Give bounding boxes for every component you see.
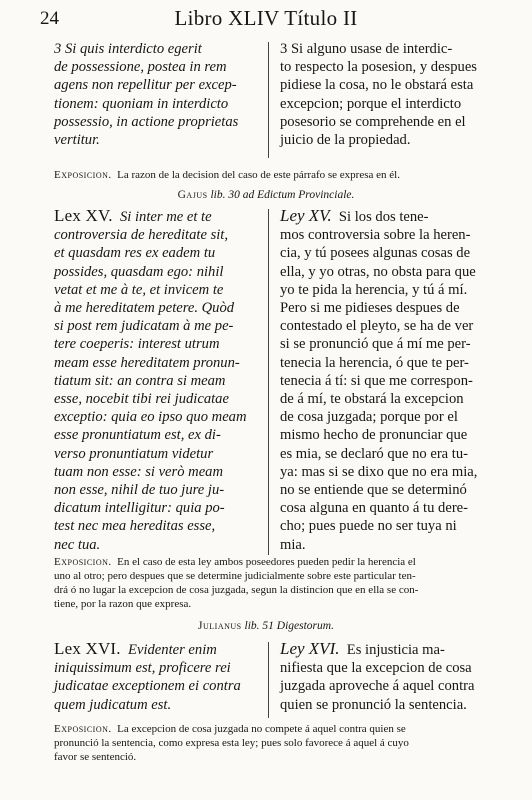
text-line: tenecia la herencia, ó que te per- [280,354,469,371]
text-line: tenecia á tí: si que me correspon- [280,372,473,389]
text-line: Pero si me pidieses despues de [280,300,460,317]
latin-column [54,40,260,149]
text-line: verso pronuntiatum videtur [54,445,214,462]
text-line: quem judicatum est. [54,696,172,713]
exposicion-note [54,168,504,182]
text-line: ya: mas si se dixo que no era mia, [280,463,478,480]
text-line: Evidenter enim [128,642,217,658]
exposicion-note [54,555,504,611]
text-line: esse pronuntiatum est, ex di- [54,427,221,444]
text-line: controversia de hereditate sit, [54,227,229,244]
text-line: to respecto la posesion, y despues [280,59,477,76]
column-divider [268,42,269,158]
text-line: excepcion; porque el interdicto [280,95,462,112]
text-line: et quasdam res ex eadem tu [54,245,216,262]
column-divider [268,642,269,718]
text-line: à me hereditatem petere. Quòd [54,300,235,317]
text-line: si se pronunció que á mí me per- [280,336,471,353]
text-line: yo te pida la herencia, y tú á mí. [280,281,468,298]
source-reference [0,189,532,201]
text-line: pidiese la cosa, no le obstará esta [280,77,474,94]
exposicion-text: pronunció la sentencia, como expresa esta ley; pues solo favorece á aquel á cuyo [54,737,409,749]
text-line: iniquissimum est, proficere rei [54,660,231,677]
page-number: 24 [40,8,59,29]
text-line: vertitur. [54,132,100,149]
text-line: possessio, in actione proprietas [54,113,239,130]
exposicion-text: En el caso de esta ley ambos poseedores pueden pedir la herencia el [117,556,416,568]
text-line: contestado el pleyto, se ha de ver [280,318,474,335]
text-line: de cosa juzgada; porque por el [280,409,458,426]
exposicion-label: Exposicion. [54,169,112,181]
text-line: non esse, nihil de tuo jure ju- [54,482,225,499]
text-line: mismo hecho de pronunciar que [280,427,468,444]
text-line: cia, y tú posees algunas cosas de [280,245,471,262]
exposicion-text: tiene, por la razon que expresa. [54,598,192,610]
exposicion-text: drá ó no lugar la excepcion de cosa juzgada, segun la distincion que en ella se con- [54,584,419,596]
exposicion-text: favor se sentenció. [54,751,137,763]
latin-column [54,640,260,714]
text-line: cho; pues puede no ser tuya ni [280,518,457,535]
exposicion-label: Exposicion. [54,723,112,735]
text-line: vetat et me à te, et invicem te [54,281,224,298]
page-title: Libro XLIV Título II [174,6,358,30]
text-line: mia. [280,536,306,553]
text-line: juzgada aproveche á aquel contra [280,678,475,695]
text-line: ella, y yo otras, no obsta para que [280,263,476,280]
law-heading-latin: Lex XVI. [54,639,121,658]
text-line: juicio de la propiedad. [280,132,411,149]
law-heading-spanish: Ley XVI. [280,639,340,658]
section-law-15 [54,207,496,557]
text-line: tere coeperis: interest utrum [54,336,220,353]
text-line: 3 Si quis interdicto egerit [54,41,202,57]
text-line: de possessione, postea in rem [54,59,227,76]
law-heading-latin: Lex XV. [54,206,113,225]
spanish-column [280,40,494,149]
exposicion-text: uno al otro; pero despues que se determine judicialmente sobre este particular ten- [54,570,416,582]
reference-author: Julianus [198,620,242,632]
text-line: Es injusticia ma- [346,642,445,658]
text-line: possides, quasdam ego: nihil [54,263,224,280]
text-line: mos controversia sobre la heren- [280,227,471,244]
text-line: de á mí, te obstará la excepcion [280,391,464,408]
text-line: Si los dos tene- [338,209,429,225]
text-line: quien se pronunció la sentencia. [280,696,467,713]
page-header [0,6,532,30]
text-line: si post rem judicatam à me pe- [54,318,234,335]
text-line: cosa alguna en quanto á tu dere- [280,500,469,517]
spanish-column [280,207,494,554]
law-heading-spanish: Ley XV. [280,206,332,225]
exposicion-text: La excepcion de cosa juzgada no compete á aquel contra quien se [117,723,406,735]
text-line: posesorio se comprehende en el [280,113,466,130]
text-line: tuam non esse: si verò meam [54,463,224,480]
section-law-16 [54,640,496,720]
text-line: 3 Si alguno usase de interdic- [280,41,453,57]
text-line: Si inter me et te [120,209,212,225]
exposicion-note [54,722,504,764]
text-line: no se entiende que se determinó [280,482,467,499]
text-line: es mia, se declaró que no era tu- [280,445,469,462]
text-line: dicatum intelligitur: quia po- [54,500,225,517]
source-reference [0,620,532,632]
reference-author: Gajus [177,189,208,201]
exposicion-text: La razon de la decision del caso de este párrafo se expresa en él. [117,169,400,181]
reference-citation: lib. 51 Digestorum. [244,620,334,632]
section-paragraph-3 [54,40,496,160]
column-divider [268,209,269,555]
text-line: nifiesta que la excepcion de cosa [280,660,472,677]
text-line: judicatae exceptionem ei contra [54,678,241,695]
text-line: exceptio: quia eo ipso quo meam [54,409,247,426]
text-line: meam esse hereditatem pronun- [54,354,240,371]
text-line: tiatum sit: an contra si meam [54,372,226,389]
text-line: test nec mea hereditas esse, [54,518,216,535]
text-line: esse, nocebit tibi rei judicatae [54,391,229,408]
latin-column [54,207,260,554]
exposicion-label: Exposicion. [54,556,112,568]
reference-citation: lib. 30 ad Edictum Provinciale. [210,189,355,201]
text-line: tionem: quoniam in interdicto [54,95,229,112]
spanish-column [280,640,494,714]
text-line: agens non repellitur per excep- [54,77,237,94]
text-line: nec tua. [54,536,101,553]
